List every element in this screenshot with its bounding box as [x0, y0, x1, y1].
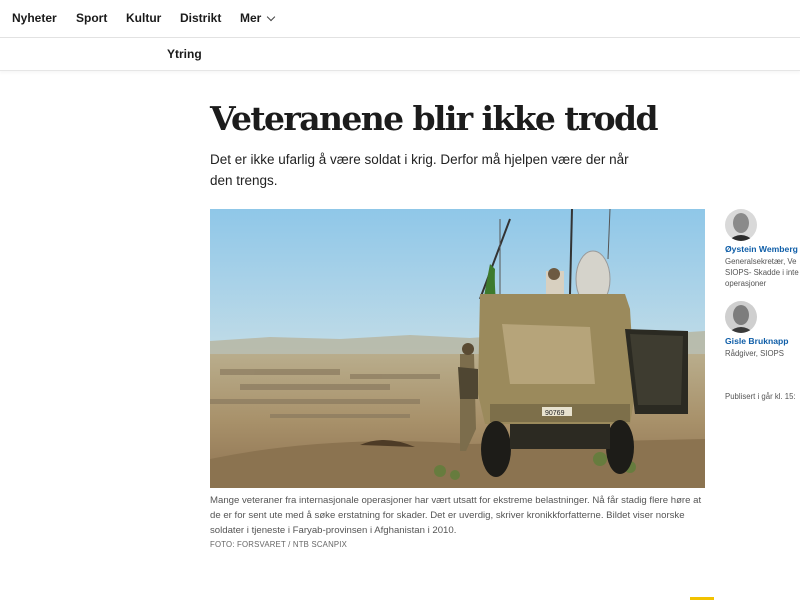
- author-name[interactable]: Gisle Bruknapp: [725, 336, 789, 346]
- section-link-ytring[interactable]: Ytring: [167, 47, 202, 61]
- author-photo: [725, 301, 757, 333]
- section-bar: [0, 38, 800, 71]
- nav-item-nyheter[interactable]: Nyheter: [12, 11, 57, 25]
- top-navigation: [0, 0, 800, 38]
- nav-item-more[interactable]: [240, 11, 274, 25]
- more-label: Mer: [240, 11, 262, 25]
- photo-illustration: [210, 209, 705, 488]
- article-headline: Veteranene blir ikke trodd: [210, 99, 658, 138]
- article-lead: Det er ikke ufarlig å være soldat i krig. Derfor må hjelpen være der når den trengs.: [210, 152, 629, 188]
- nav-item-distrikt[interactable]: Distrikt: [180, 11, 222, 25]
- photo-credit: FOTO: FORSVARET / NTB SCANPIX: [210, 540, 348, 549]
- nav-item-kultur[interactable]: Kultur: [126, 11, 162, 25]
- vehicle-number: 90769: [545, 410, 565, 417]
- author-role: Rådgiver, SIOPS: [725, 349, 784, 358]
- chevron-down-icon: [267, 13, 275, 21]
- published-timestamp: Publisert i går kl. 15:: [725, 392, 796, 401]
- article-photo[interactable]: [210, 209, 705, 488]
- author-avatar[interactable]: [725, 209, 757, 241]
- author-card[interactable]: [725, 301, 800, 359]
- author-photo: [725, 209, 757, 241]
- nav-item-sport[interactable]: Sport: [76, 11, 108, 25]
- author-role: Generalsekretær, Ve SIOPS- Skadde i inte operasjoner: [725, 257, 799, 288]
- author-name[interactable]: Øystein Wemberg: [725, 244, 798, 254]
- photo-caption: Mange veteraner fra internasjonale operasjoner har vært utsatt for ekstreme belastninger. Nå får stadig flere høre at de er for sent ute med å søke erstatning for skader. Det er uverdig, skriver kronikkforfatterne. Bildet viser norske soldater i tjeneste i Faryab-provinsen i Afghanistan i 2010.: [210, 495, 702, 536]
- author-avatar[interactable]: [725, 301, 757, 333]
- author-card[interactable]: [725, 209, 800, 289]
